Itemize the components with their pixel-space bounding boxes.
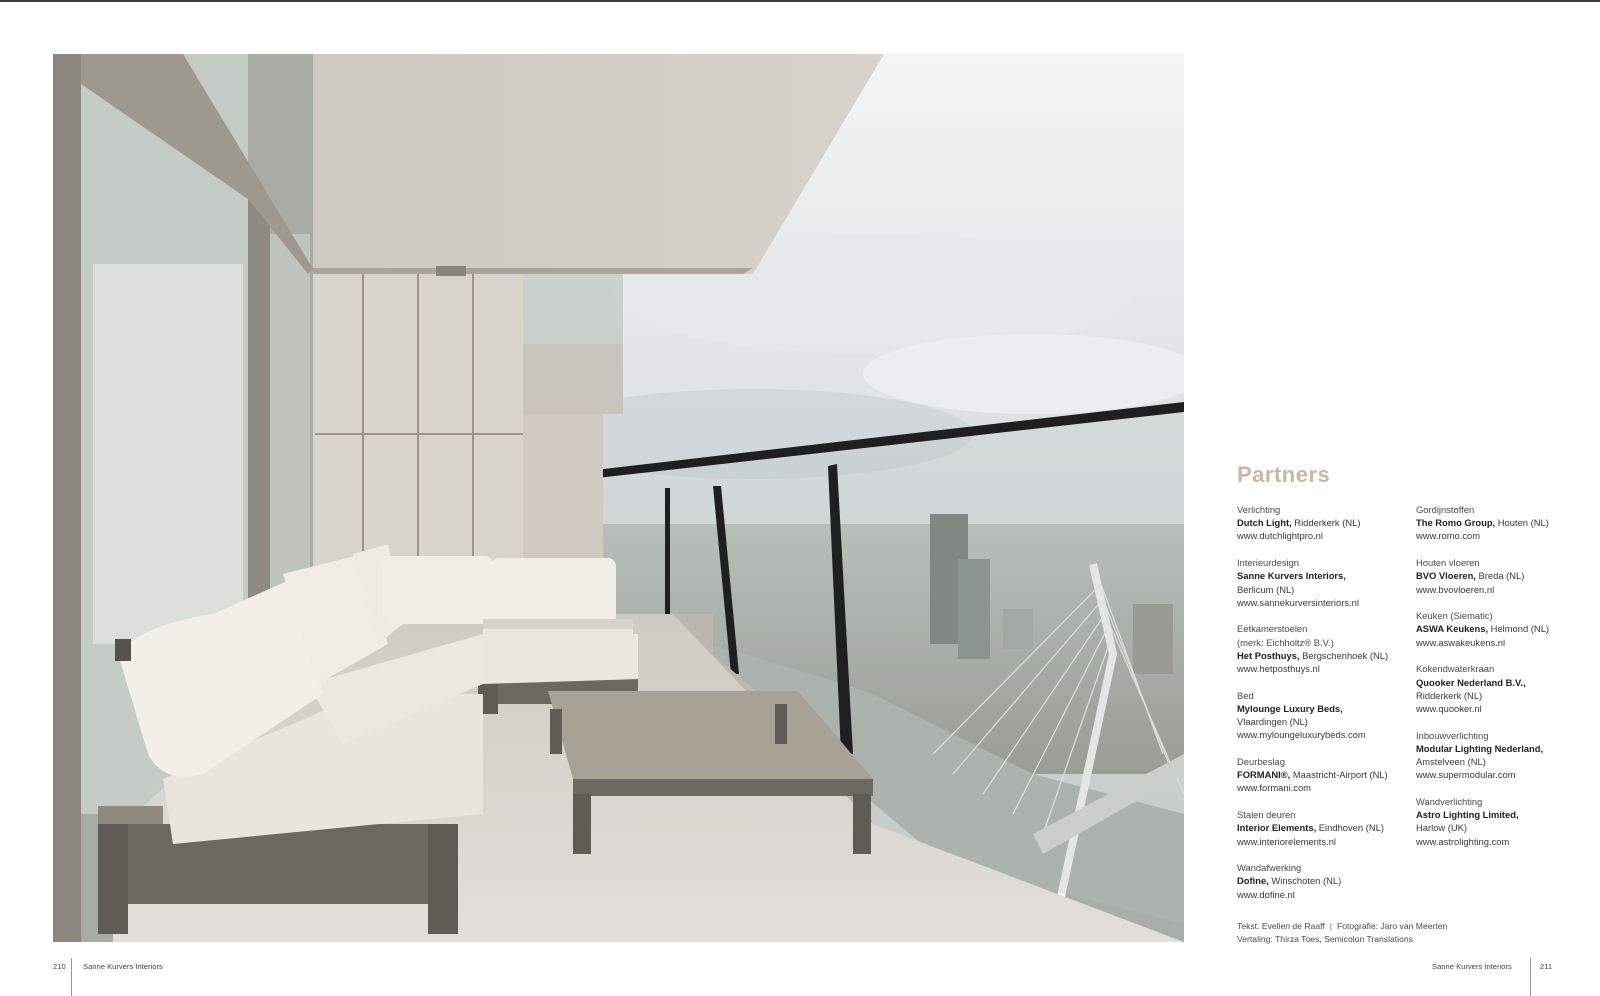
partner-company: Interior Elements,	[1237, 822, 1317, 834]
partner-company-line	[1237, 516, 1422, 529]
partner-company-line	[1237, 874, 1422, 887]
partner-url[interactable]: www.myloungeluxurybeds.com	[1237, 729, 1366, 741]
partners-heading: Partners	[1237, 462, 1331, 487]
partner-company: FORMANI®,	[1237, 769, 1291, 781]
partners-column-right	[1416, 503, 1600, 861]
translation-credit: Vertaling: Thirza Toes, Semicolon Translations	[1237, 934, 1413, 944]
partners-column-left	[1237, 503, 1422, 914]
partner-entry	[1237, 755, 1422, 795]
credits-line	[1237, 920, 1447, 933]
partner-company: Sanne Kurvers Interiors,	[1237, 570, 1346, 582]
partner-category: Gordijnstoffen	[1416, 504, 1475, 515]
partner-category: Interieurdesign	[1237, 557, 1300, 569]
partner-location: Vlaardingen (NL)	[1237, 716, 1308, 728]
partner-category: Bed	[1237, 689, 1254, 701]
partner-url[interactable]: www.quooker.nl	[1416, 702, 1482, 714]
partner-category: Deurbeslag	[1237, 756, 1285, 768]
partner-category: Stalen deuren	[1237, 809, 1296, 821]
partner-location: Amstelveen (NL)	[1416, 756, 1486, 768]
partner-company: Astro Lighting Limited,	[1416, 809, 1519, 821]
partner-location: Maastricht-Airport (NL)	[1290, 769, 1388, 781]
partner-url[interactable]: www.hetposthuys.nl	[1237, 663, 1320, 675]
credits-separator: |	[1329, 921, 1332, 931]
partner-url[interactable]: www.supermodular.com	[1416, 769, 1516, 781]
partner-url[interactable]: www.dofine.nl	[1237, 888, 1295, 900]
partner-category: Houten vloeren	[1416, 557, 1480, 569]
partner-company-line	[1237, 649, 1422, 662]
right-page-number: 211	[1540, 962, 1553, 971]
balcony-photo	[53, 54, 1184, 942]
partner-category: Keuken (Siematic)	[1416, 610, 1493, 622]
partner-entry	[1416, 729, 1600, 782]
partner-location: Winschoten (NL)	[1268, 875, 1342, 887]
partner-url[interactable]: www.romo.com	[1416, 530, 1481, 542]
partner-entry	[1237, 689, 1422, 742]
credits	[1237, 920, 1447, 946]
partner-location: Houten (NL)	[1495, 517, 1549, 529]
left-page-number: 210	[53, 962, 66, 971]
partner-url[interactable]: www.formani.com	[1237, 782, 1311, 794]
partner-company: Quooker Nederland B.V.,	[1416, 676, 1526, 688]
partner-category: Wandafwerking	[1237, 862, 1302, 874]
partner-url[interactable]: www.astrolighting.com	[1416, 835, 1510, 847]
partner-company: Dofine,	[1237, 875, 1269, 887]
partner-category-note: (merk: Eichholtz® B.V.)	[1237, 636, 1334, 648]
partner-company-line	[1237, 821, 1422, 834]
partner-entry	[1237, 861, 1422, 901]
partner-entry	[1416, 609, 1600, 649]
partner-location: Eindhoven (NL)	[1316, 822, 1384, 834]
partner-company: Het Posthuys,	[1237, 649, 1300, 661]
partner-location: Ridderkerk (NL)	[1291, 517, 1361, 529]
partner-entry	[1416, 503, 1600, 543]
partner-url[interactable]: www.aswakeukens.nl	[1416, 636, 1506, 648]
partner-url[interactable]: www.bvovloeren.nl	[1416, 583, 1495, 595]
partner-company-line	[1416, 569, 1600, 582]
partner-entry	[1416, 795, 1600, 848]
partner-location: Bergschenhoek (NL)	[1299, 649, 1389, 661]
left-running-title: Sanne Kurvers Interiors	[83, 962, 163, 971]
partner-category: Kokendwaterkraan	[1416, 663, 1495, 675]
text-credit: Tekst: Evelien de Raaff	[1237, 921, 1325, 931]
partner-company-line	[1416, 742, 1600, 755]
photo-credit: Fotografie: Jaro van Meerten	[1336, 921, 1448, 931]
partner-location: Berlicum (NL)	[1237, 583, 1295, 595]
partner-location: Harlow (UK)	[1416, 822, 1468, 834]
partner-company: ASWA Keukens,	[1416, 623, 1489, 635]
left-folio-divider	[71, 958, 72, 996]
partner-company: Mylounge Luxury Beds,	[1237, 702, 1343, 714]
partner-location: Ridderkerk (NL)	[1416, 689, 1483, 701]
partner-company-line	[1237, 569, 1422, 582]
partner-company: The Romo Group,	[1416, 517, 1496, 529]
partner-company-line	[1237, 768, 1422, 781]
partner-entry	[1237, 503, 1422, 543]
partner-entry	[1416, 556, 1600, 596]
partner-company-line	[1416, 676, 1600, 689]
partner-location: Helmond (NL)	[1488, 623, 1550, 635]
partner-location: Breda (NL)	[1475, 570, 1525, 582]
partner-company-line	[1416, 808, 1600, 821]
partner-entry	[1237, 556, 1422, 609]
partner-category: Eetkamerstoelen	[1237, 623, 1308, 635]
partner-company: BVO Vloeren,	[1416, 570, 1476, 582]
balcony-photo-illustration	[53, 54, 1184, 942]
partner-company-line	[1416, 622, 1600, 635]
partner-company-line	[1237, 702, 1422, 715]
partner-entry	[1237, 622, 1422, 675]
partner-company-line	[1416, 516, 1600, 529]
partner-entry	[1237, 808, 1422, 848]
partner-category: Inbouwverlichting	[1416, 729, 1489, 741]
partner-company: Modular Lighting Nederland,	[1416, 742, 1544, 754]
partner-entry	[1416, 662, 1600, 715]
partner-url[interactable]: www.sannekurversinteriors.nl	[1237, 596, 1359, 608]
partner-category: Verlichting	[1237, 504, 1281, 515]
top-rule	[0, 0, 1600, 2]
right-folio-divider	[1530, 958, 1531, 996]
partner-url[interactable]: www.dutchlightpro.nl	[1237, 530, 1323, 542]
right-running-title: Sanne Kurvers Interiors	[1432, 962, 1512, 971]
partner-company: Dutch Light,	[1237, 517, 1292, 529]
partner-url[interactable]: www.interiorelements.nl	[1237, 835, 1336, 847]
partner-category: Wandverlichting	[1416, 795, 1483, 807]
